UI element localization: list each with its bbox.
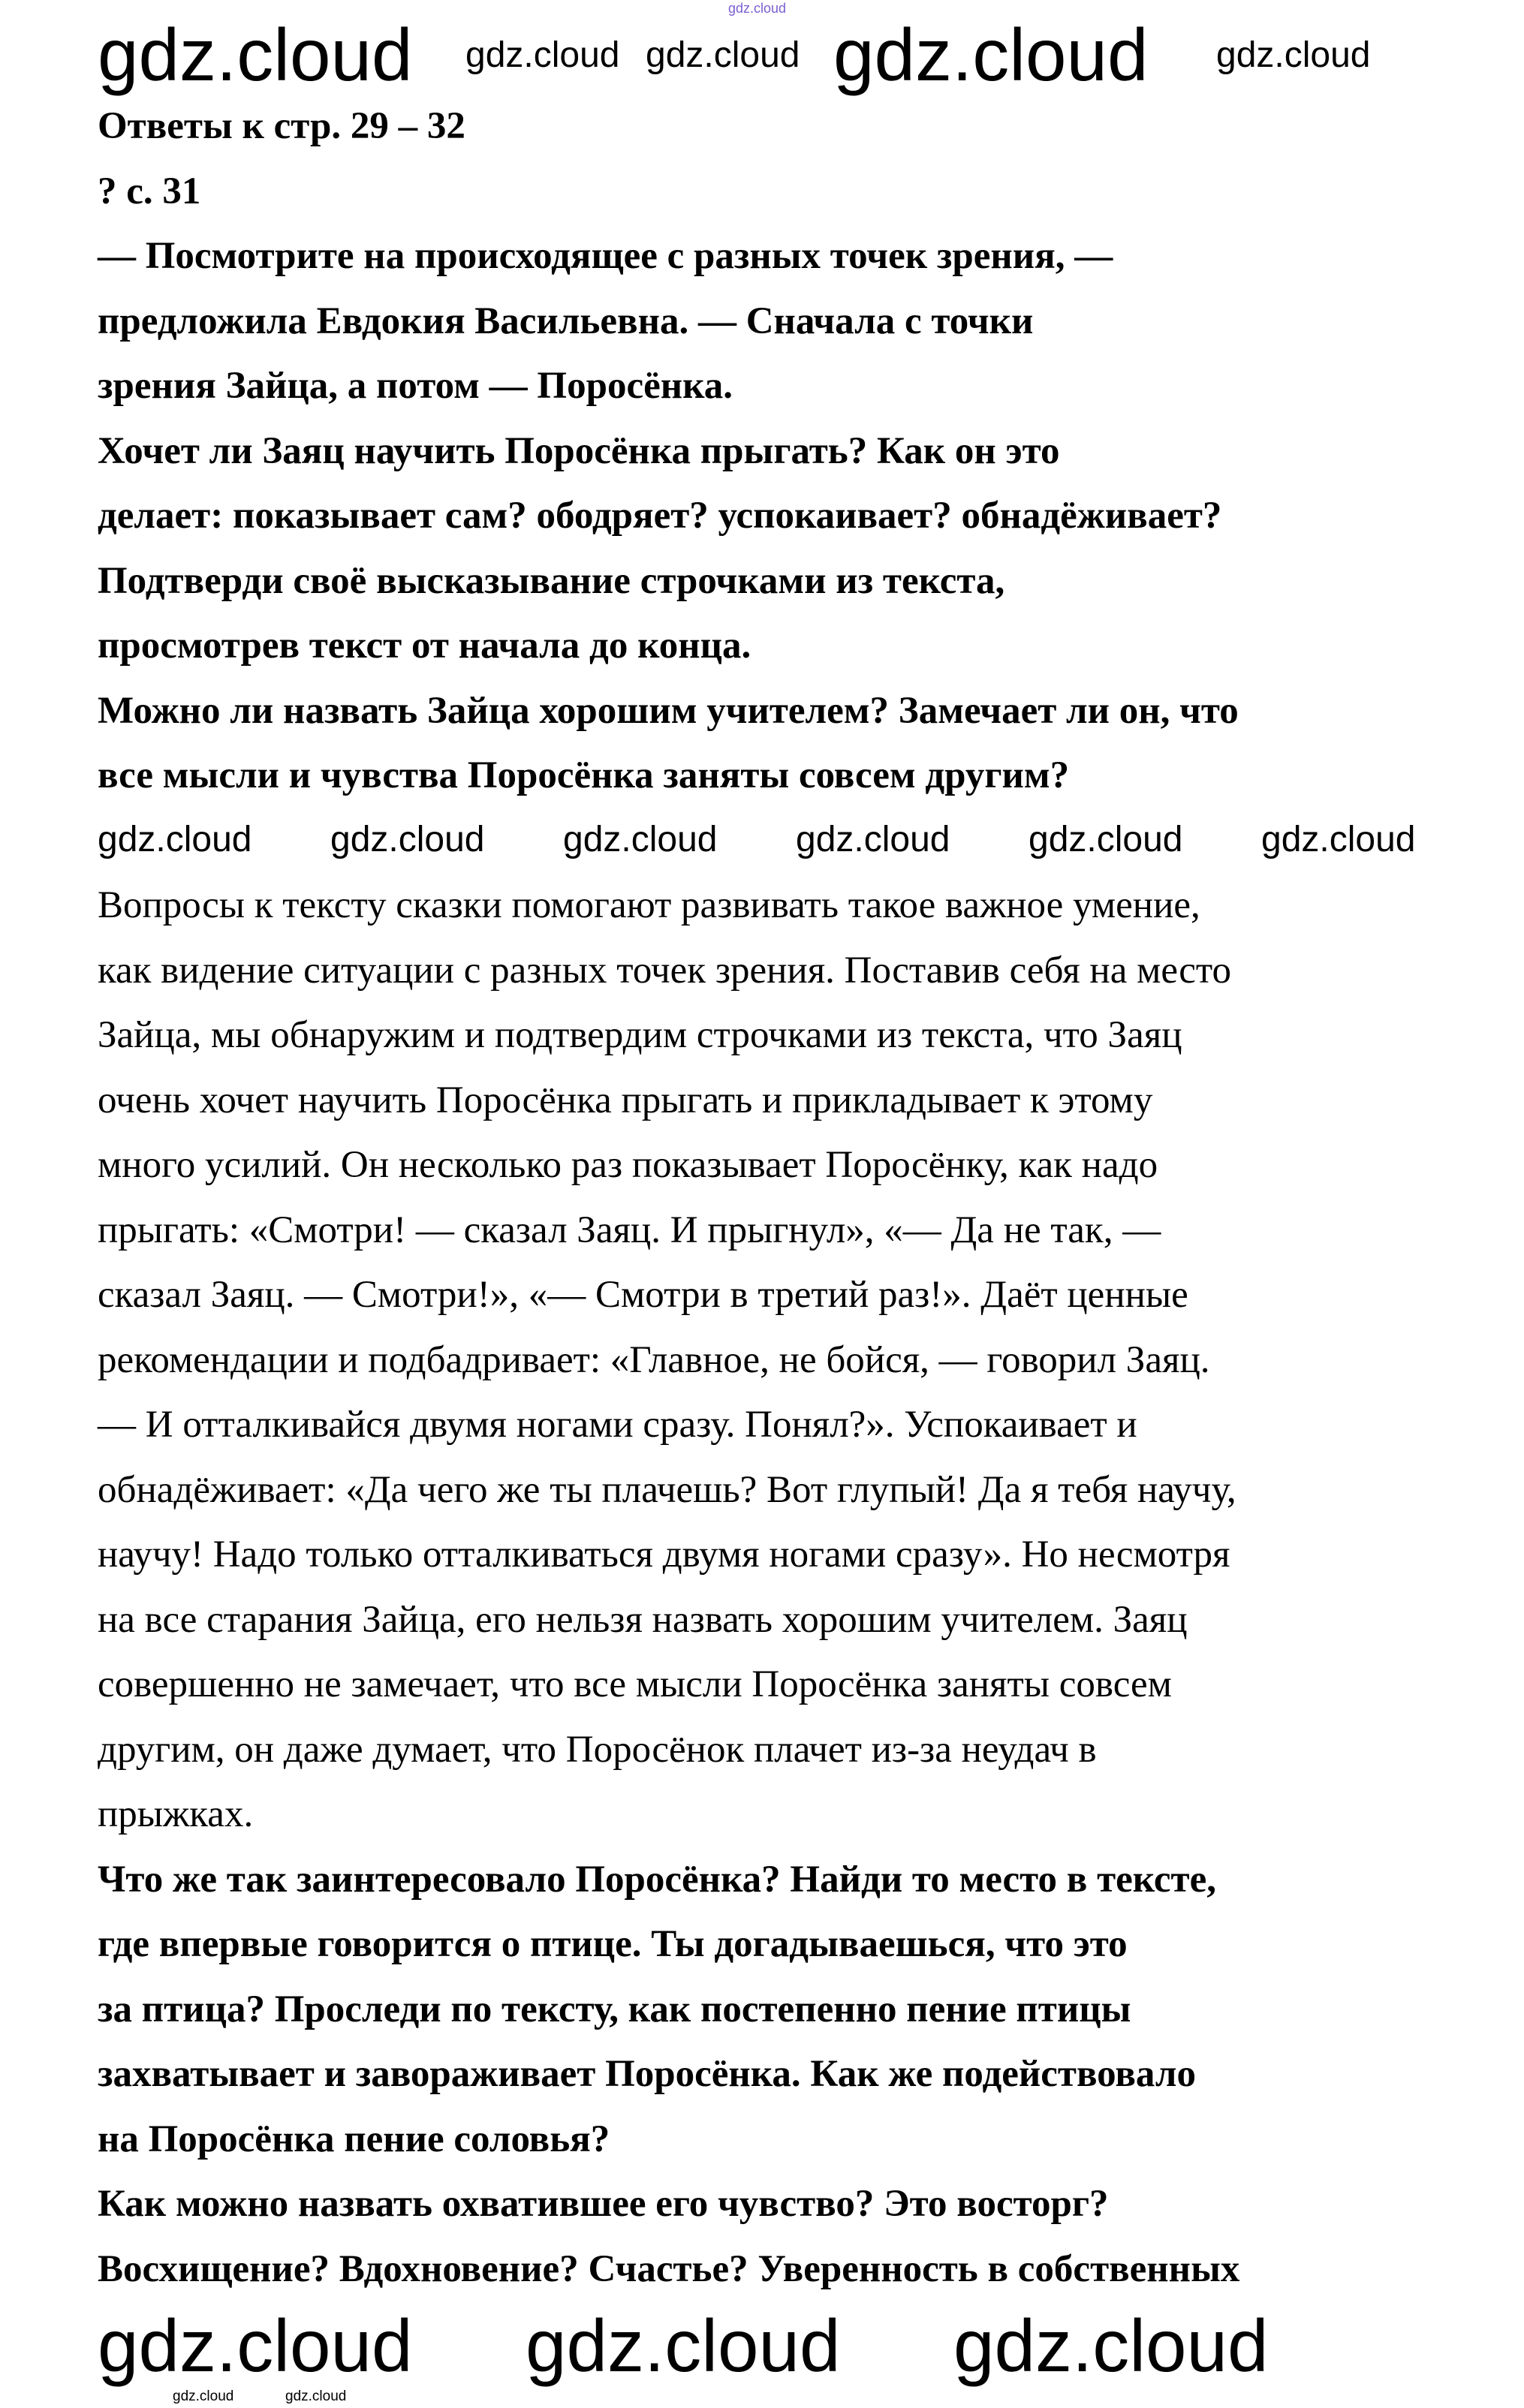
text-line: — Посмотрите на происходящее с разных точек зрения, — <box>98 235 1113 277</box>
section-label: ? с. 31 <box>98 170 201 212</box>
text-line: Хочет ли Заяц научить Поросёнка прыгать? Как он это <box>98 429 1060 472</box>
watermark: gdz.cloud <box>330 820 485 859</box>
text-line: делает: показывает сам? ободряет? успокаивает? обнадёживает? <box>98 495 1222 537</box>
text-line: научу! Надо только отталкиваться двумя ногами сразу». Но несмотря <box>98 1534 1230 1576</box>
text-line: прыгать: «Смотри! — сказал Заяц. И прыгнул», «— Да не так, — <box>98 1209 1161 1251</box>
text-line: — И отталкивайся двумя ногами сразу. Понял?». Успокаивает и <box>98 1404 1137 1446</box>
watermark: gdz.cloud <box>1261 820 1416 859</box>
text-line: Восхищение? Вдохновение? Счастье? Уверенность в собственных <box>98 2247 1240 2290</box>
text-line: Подтверди своё высказывание строчками из текста, <box>98 559 1005 602</box>
text-line: другим, он даже думает, что Поросёнок плачет из-за неудач в <box>98 1728 1097 1771</box>
watermark: gdz.cloud <box>173 2388 234 2404</box>
text-line: обнадёживает: «Да чего же ты плачешь? Вот глупый! Да я тебя научу, <box>98 1468 1236 1511</box>
text-line: очень хочет научить Поросёнка прыгать и прикладывает к этому <box>98 1079 1153 1121</box>
text-line: предложила Евдокия Васильевна. — Сначала с точки <box>98 299 1034 342</box>
text-line: как видение ситуации с разных точек зрения. Поставив себя на место <box>98 949 1232 992</box>
watermark: gdz.cloud <box>98 14 413 96</box>
text-line: рекомендации и подбадривает: «Главное, не бойся, — говорил Заяц. <box>98 1338 1210 1381</box>
watermark: gdz.cloud <box>98 2304 413 2387</box>
watermark: gdz.cloud <box>953 2304 1269 2387</box>
text-line: Как можно назвать охватившее его чувство? Это восторг? <box>98 2183 1109 2225</box>
watermark: gdz.cloud <box>1029 820 1183 859</box>
watermark: gdz.cloud <box>526 2304 841 2387</box>
watermark: gdz.cloud <box>646 35 800 75</box>
text-line: совершенно не замечает, что все мысли Поросёнка заняты совсем <box>98 1663 1172 1705</box>
text-line: много усилий. Он несколько раз показывает Поросёнку, как надо <box>98 1144 1158 1186</box>
text-line: захватывает и завораживает Поросёнка. Как же подействовало <box>98 2053 1196 2095</box>
text-line: за птица? Проследи по тексту, как постепенно пение птицы <box>98 1988 1131 2030</box>
watermark: gdz.cloud <box>833 14 1149 96</box>
text-line: Зайца, мы обнаружим и подтвердим строчками из текста, что Заяц <box>98 1014 1182 1056</box>
text-line: сказал Заяц. — Смотри!», «— Смотри в третий раз!». Даёт ценные <box>98 1274 1188 1316</box>
page-title: Ответы к стр. 29 – 32 <box>98 105 465 147</box>
text-line: все мысли и чувства Поросёнка заняты совсем другим? <box>98 754 1070 796</box>
watermark: gdz.cloud <box>796 820 950 859</box>
text-line: зрения Зайца, а потом — Поросёнка. <box>98 365 733 407</box>
watermark: gdz.cloud <box>1216 35 1371 75</box>
text-line: Вопросы к тексту сказки помогают развивать такое важное умение, <box>98 884 1200 926</box>
text-line: на все старания Зайца, его нельзя назвать хорошим учителем. Заяц <box>98 1598 1188 1641</box>
text-line: прыжках. <box>98 1793 254 1835</box>
watermark-top: gdz.cloud <box>728 1 787 16</box>
text-line: Можно ли назвать Зайца хорошим учителем? Замечает ли он, что <box>98 689 1239 732</box>
text-line: где впервые говорится о птице. Ты догадываешься, что это <box>98 1923 1128 1965</box>
watermark: gdz.cloud <box>563 820 718 859</box>
text-line: на Поросёнка пение соловья? <box>98 2118 610 2160</box>
text-line: Что же так заинтересовало Поросёнка? Найди то место в тексте, <box>98 1858 1216 1901</box>
watermark: gdz.cloud <box>465 35 620 75</box>
watermark: gdz.cloud <box>285 2388 347 2404</box>
text-line: просмотрев текст от начала до конца. <box>98 625 751 667</box>
watermark: gdz.cloud <box>98 820 252 859</box>
